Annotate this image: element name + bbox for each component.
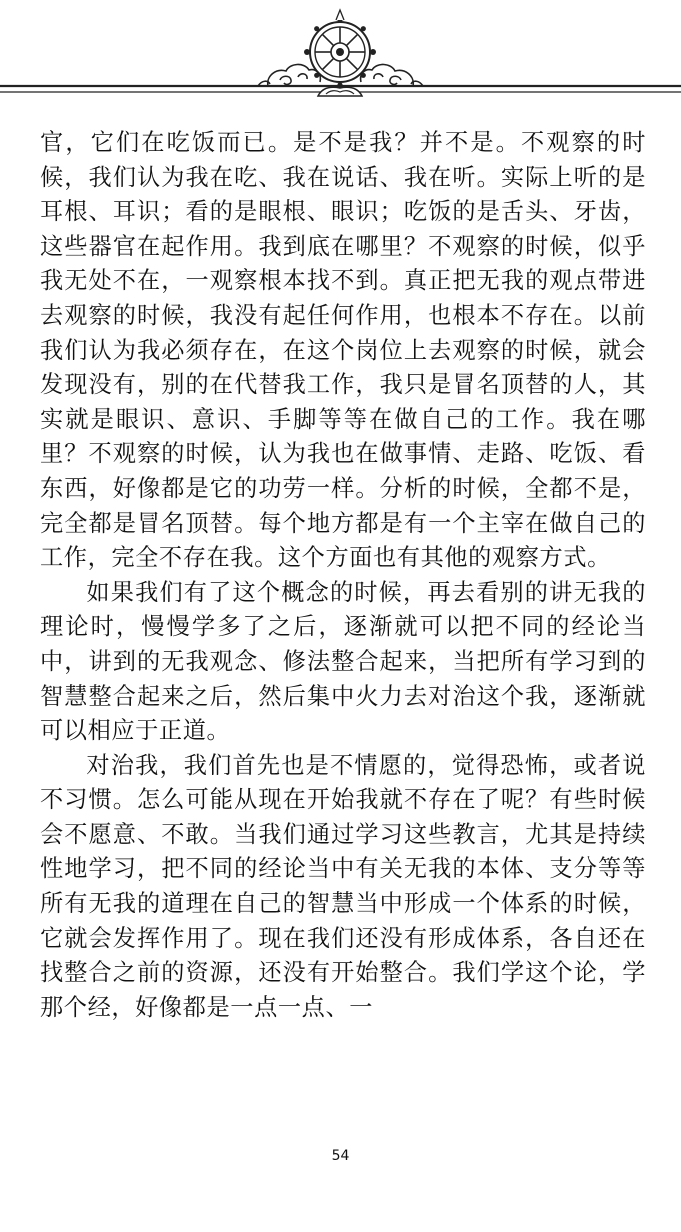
right-cloud-scroll-icon: [361, 64, 423, 86]
left-cloud-scroll-icon: [258, 64, 320, 86]
header-ornament-graphic: [0, 0, 681, 110]
page-number: 54: [331, 1148, 350, 1164]
body-text: [40, 126, 646, 1025]
paragraph-3: 对治我，我们首先也是不情愿的，觉得恐怖，或者说不习惯。怎么可能从现在开始我就不存在了呢？有些时候会不愿意、不敢。当我们通过学习这些教言，尤其是持续性地学习，把不同的经论当中有关无我的本体、支分等等所有无我的道理在自己的智慧当中形成一个体系的时候，它就会发挥作用了。现在我们还没有形成体系，各自还在找整合之前的资源，还没有开始整合。我们学这个论，学那个经，好像都是一点一点、一: [40, 751, 646, 1021]
page-header-ornament: [0, 0, 681, 110]
paragraph-1: 官，它们在吃饭而已。是不是我？并不是。不观察的时候，我们认为我在吃、我在说话、我在听。实际上听的是耳根、耳识；看的是眼根、眼识；吃饭的是舌头、牙齿，这些器官在起作用。我到底在哪里？不观察的时候，似乎我无处不在，一观察根本找不到。真正把无我的观点带进去观察的时候，我没有起任何作用，也根本不存在。以前我们认为我必须存在，在这个岗位上去观察的时候，就会发现没有，别的在代替我工作，我只是冒名顶替的人，其实就是眼识、意识、手脚等等在做自己的工作。我在哪里？不观察的时候，认为我也在做事情、走路、吃饭、看东西，好像都是它的功劳一样。分析的时候，全都不是，完全都是冒名顶替。每个地方都是有一个主宰在做自己的工作，完全不存在我。这个方面也有其他的观察方式。: [40, 129, 646, 572]
paragraph-2: 如果我们有了这个概念的时候，再去看别的讲无我的理论时，慢慢学多了之后，逐渐就可以把不同的经论当中，讲到的无我观念、修法整合起来，当把所有学习到的智慧整合起来之后，然后集中火力去对治这个我，逐渐就可以相应于正道。: [40, 578, 646, 745]
dharma-wheel-icon: [304, 10, 376, 96]
